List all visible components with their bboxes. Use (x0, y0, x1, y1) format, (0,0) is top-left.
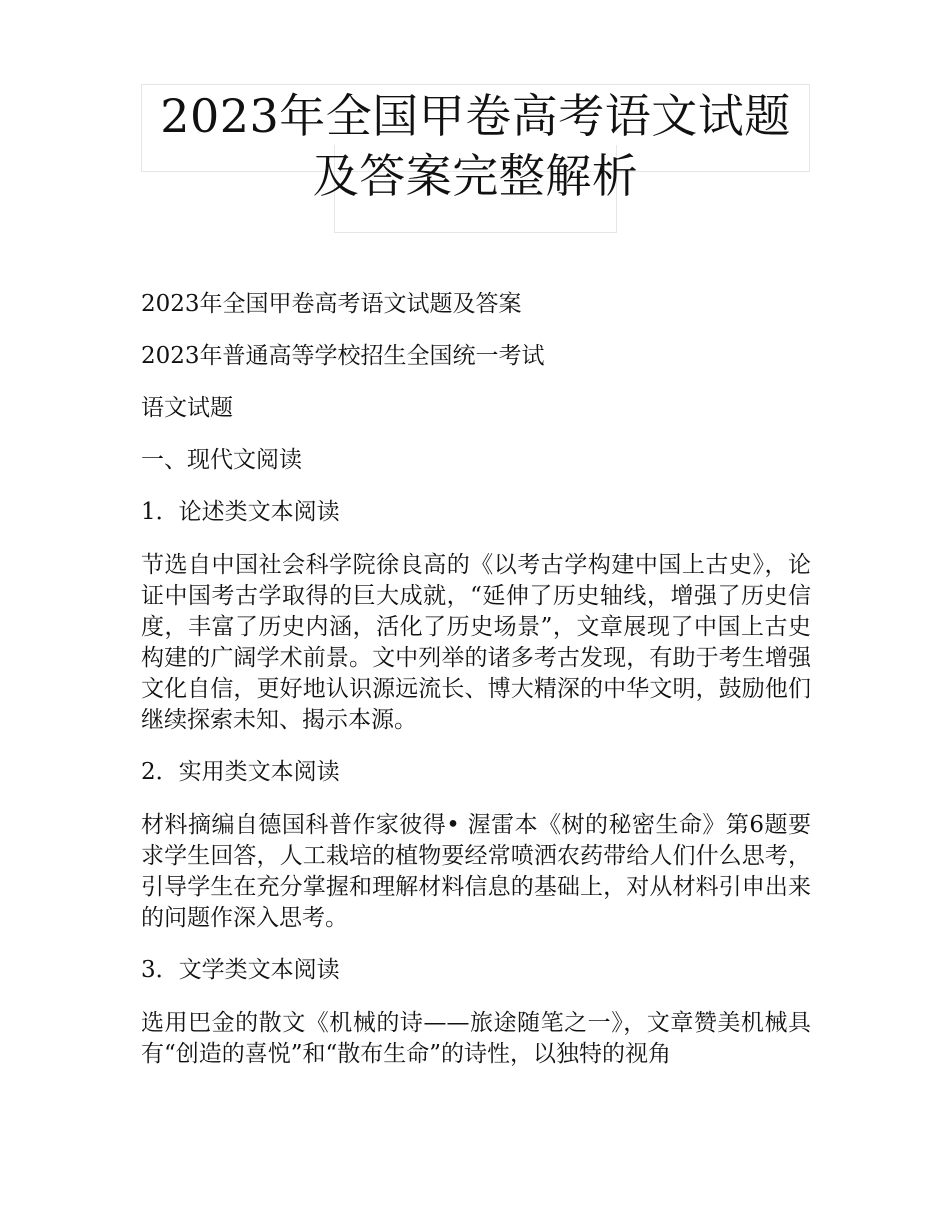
section-paragraph: 材料摘编自德国科普作家彼得• 渥雷本《树的秘密生命》第6题要求学生回答，人工栽培的植物要经常喷洒农药带给人们什么思考，引导学生在充分掌握和理解材料信息的基础上，对从材料引申出来的问题作深入思考。 (141, 812, 811, 931)
section-paragraph: 选用巴金的散文《机械的诗——旅途随笔之一》，文章赞美机械具有“创造的喜悦”和“散布生命”的诗性，以独特的视角 (141, 1010, 811, 1067)
section-heading: 1．论述类文本阅读 (141, 499, 340, 525)
subject-label: 语文试题 (141, 395, 233, 421)
section-heading: 3．文学类文本阅读 (141, 957, 340, 983)
document-title: 2023年全国甲卷高考语文试题及答案完整解析 (160, 89, 791, 203)
exam-heading: 2023年全国甲卷高考语文试题及答案 (141, 291, 522, 317)
section-paragraph: 节选自中国社会科学院徐良高的《以考古学构建中国上古史》，论证中国考古学取得的巨大成就，“延伸了历史轴线，增强了历史信度，丰富了历史内涵，活化了历史场景”，文章展现了中国上古史构建的广阔学术前景。文中列举的诸多考古发现，有助于考生增强文化自信，更好地认识源远流长、博大精深的中华文明，鼓励他们继续探索未知、揭示本源。 (141, 552, 811, 733)
document-body (141, 290, 811, 1092)
exam-subtitle: 2023年普通高等学校招生全国统一考试 (141, 343, 545, 369)
part-heading: 一、现代文阅读 (141, 447, 302, 473)
section-heading: 2．实用类文本阅读 (141, 759, 340, 785)
